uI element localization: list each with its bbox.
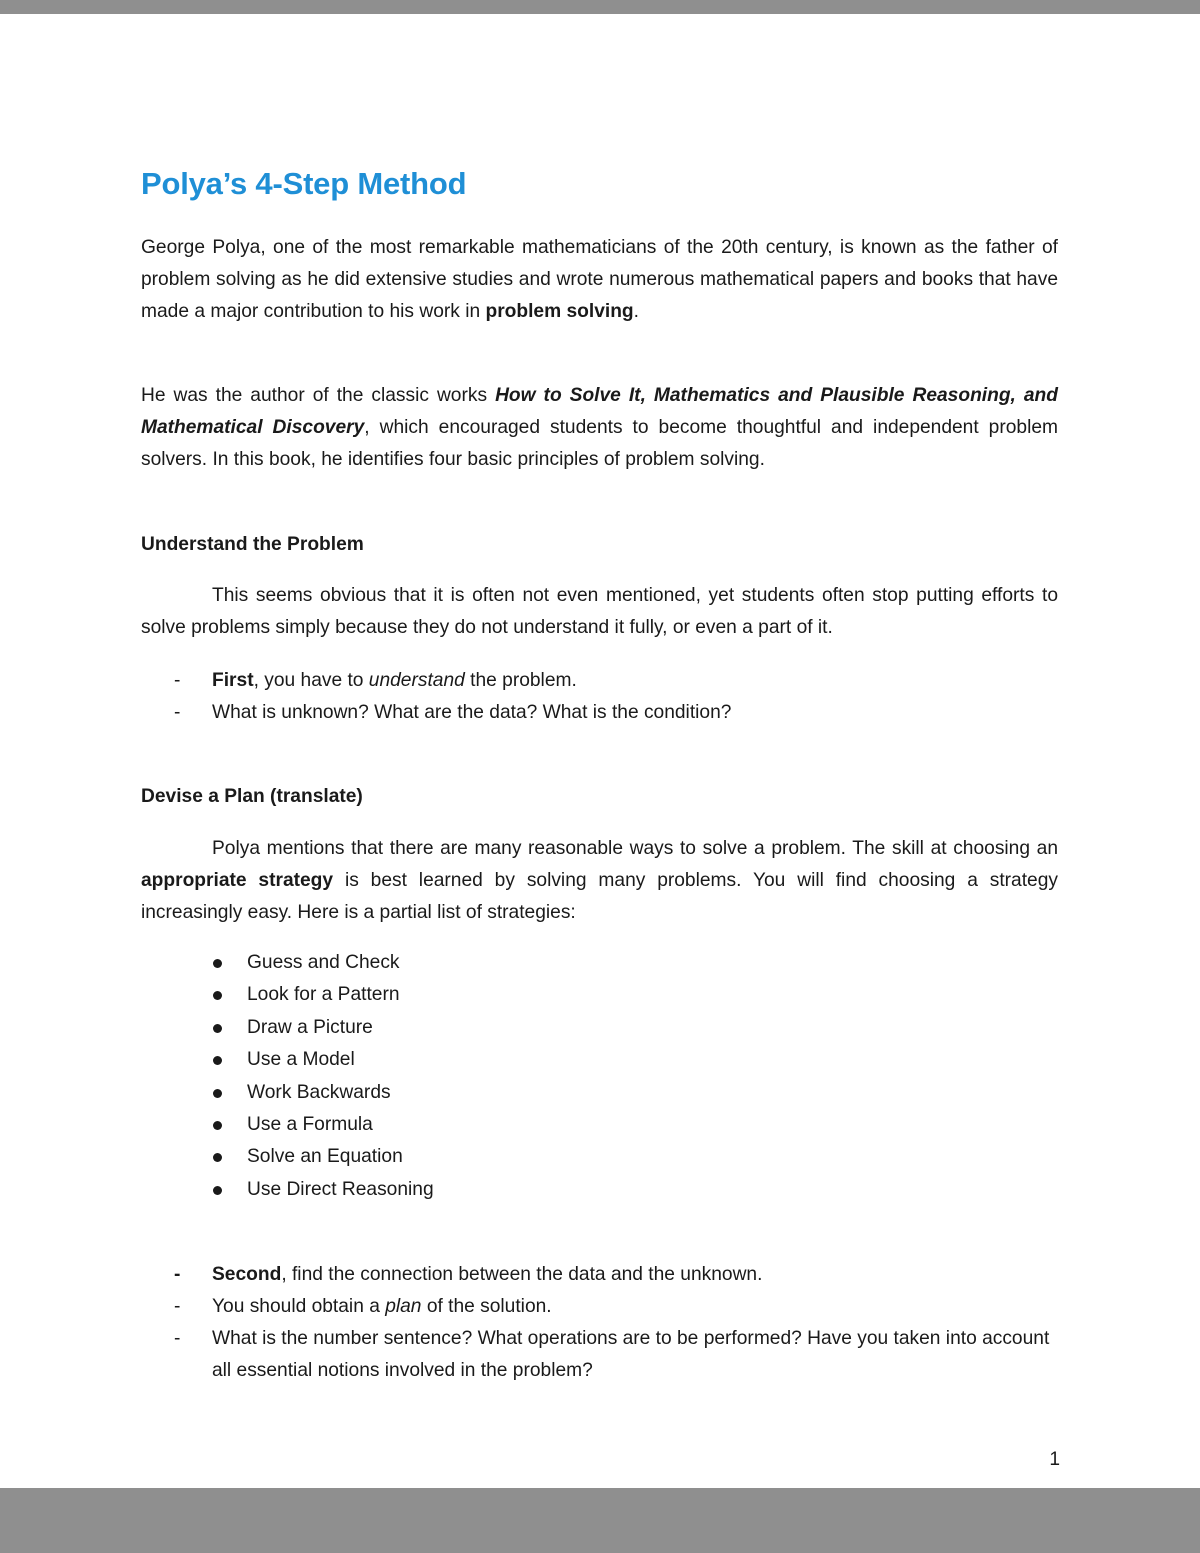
document-page [0,14,1200,1488]
works-text-start: He was the author of the classic works [141,385,496,406]
list-item [212,1174,812,1206]
bullet-icon [213,1056,222,1065]
works-text-end: , which encouraged students to become thoughtful and independent problem solvers. In this book, he identifies four basic principles of problem solving. [141,417,1058,470]
plan-text-end: is best learned by solving many problems. You will find choosing a strategy increasingly easy. Here is a partial list of strategies: [141,870,1058,923]
works-paragraph [141,380,1058,476]
item-text: of the solution. [421,1296,552,1317]
item-italic: understand [368,670,465,691]
list-item [141,697,1058,729]
intro-bold-term: problem solving [485,301,634,322]
list-item [212,1044,812,1076]
list-item [212,1077,812,1109]
list-item [212,1012,812,1044]
item-bold: Second [212,1264,282,1285]
item-bold: First [212,670,254,691]
works-titles: How to Solve It, Mathematics and Plausible Reasoning, and Mathematical Discovery [141,385,1058,438]
understand-paragraph: This seems obvious that it is often not even mentioned, yet students often stop putting efforts to solve problems simply because they do not understand it fully, or even a part of it. [141,585,1058,638]
item-text: , find the connection between the data and the unknown. [281,1264,763,1285]
list-item [212,979,812,1011]
list-item [141,1323,1058,1387]
strategy-label: Use a Model [247,1049,355,1071]
plan-bold-term: appropriate strategy [141,870,334,891]
item-italic: plan [385,1296,422,1317]
list-item [212,1141,812,1173]
bullet-icon [213,1024,222,1033]
dash-marker: - [174,1296,181,1317]
intro-paragraph [141,232,1058,328]
section-heading-devise-plan: Devise a Plan (translate) [141,786,363,807]
dash-marker: - [174,702,181,723]
list-item [212,947,812,979]
bullet-icon [213,1186,222,1195]
dash-marker: - [174,1328,181,1349]
bullet-icon [213,1121,222,1130]
devise-plan-paragraph [141,833,1058,929]
bullet-icon [213,991,222,1000]
list-item [212,1109,812,1141]
bullet-icon [213,1153,222,1162]
understand-list [141,665,1058,729]
strategy-label: Work Backwards [247,1081,391,1103]
bullet-icon [213,959,222,968]
plan-list [141,1259,1058,1387]
bullet-icon [213,1089,222,1098]
plan-text: Polya mentions that there are many reasonable ways to solve a problem. The skill at choosing an [212,838,1058,859]
item-text: What is the number sentence? What operations are to be performed? Have you taken into account all essential notions involved in the problem? [212,1328,1050,1381]
item-text: the problem. [464,670,577,691]
strategy-label: Use Direct Reasoning [247,1178,434,1200]
item-text: , you have to [253,670,369,691]
item-text: You should obtain a [212,1296,386,1317]
strategy-label: Draw a Picture [247,1016,373,1038]
strategy-label: Use a Formula [247,1114,373,1136]
list-item [141,1259,1058,1291]
strategy-list [212,947,812,1206]
intro-text: George Polya, one of the most remarkable mathematicians of the 20th century, is known as the father of problem solving as he did extensive studies and wrote numerous mathematical papers and books that have made a major contribution to his work in [141,237,1058,322]
page-title: Polya’s 4-Step Method [141,166,467,201]
strategy-label: Look for a Pattern [247,984,400,1006]
item-text: What is unknown? What are the data? What is the condition? [212,702,732,723]
list-item [141,1291,1058,1323]
strategy-label: Solve an Equation [247,1146,403,1168]
strategy-label: Guess and Check [247,952,400,973]
dash-marker: - [174,1264,181,1285]
intro-end: . [633,301,640,322]
page-number: 1 [1049,1449,1060,1470]
section-heading-understand: Understand the Problem [141,534,364,555]
list-item [141,665,1058,697]
dash-marker: - [174,670,181,691]
